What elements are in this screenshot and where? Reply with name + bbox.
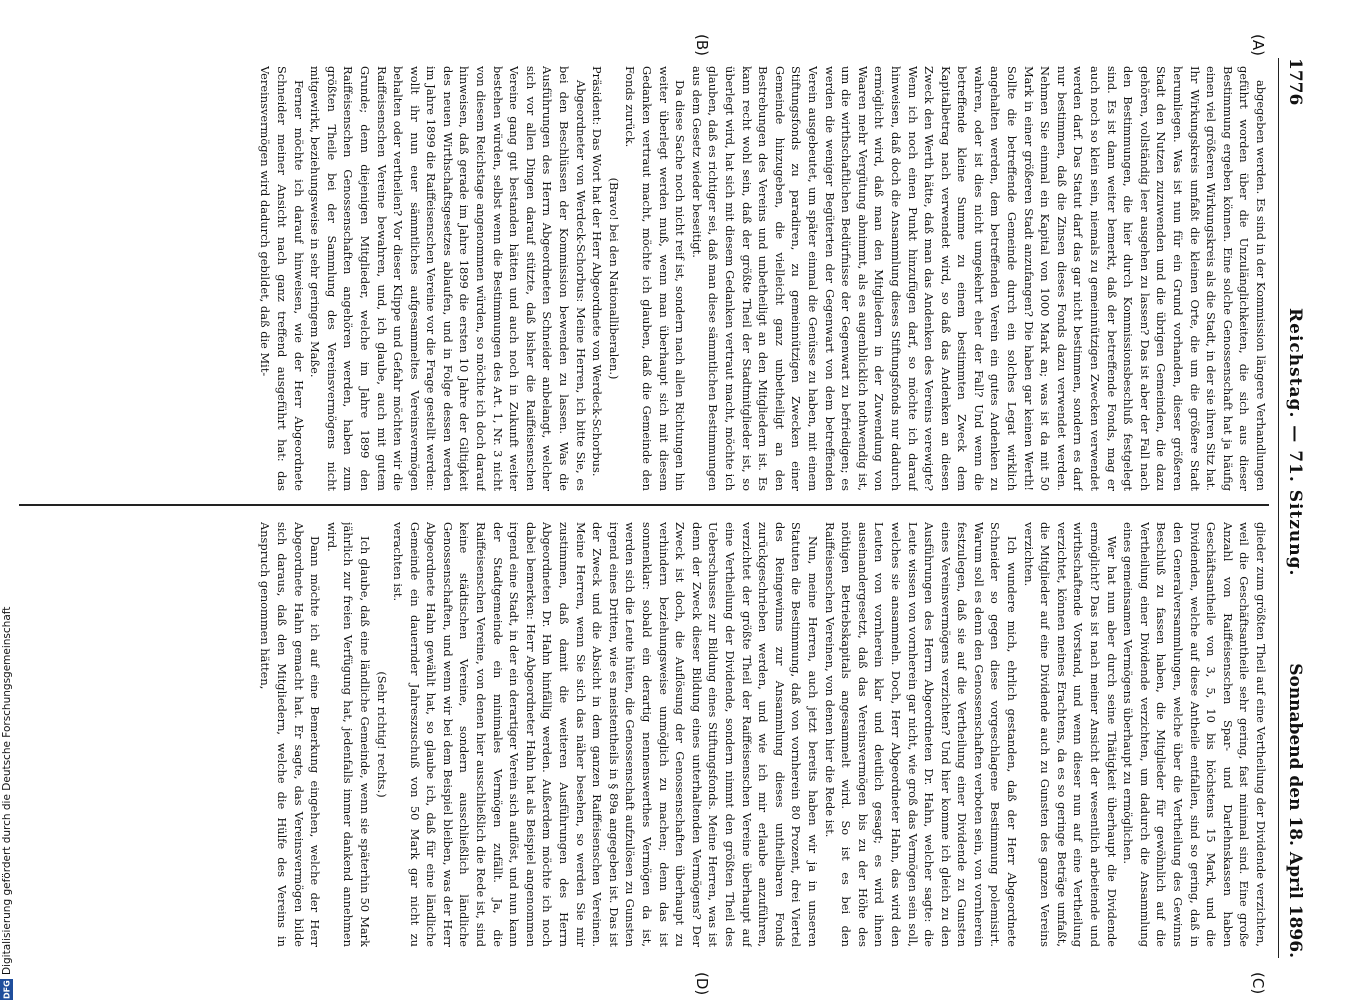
header-rule <box>1278 58 1279 958</box>
column-divider <box>19 504 1269 506</box>
paragraph: (Sehr richtig! rechts.) <box>374 671 389 798</box>
right-text-column <box>29 522 1269 947</box>
paragraph: Nun, meine Herren, auch jetzt bereits haben wir ja in unseren Statuten die Bestimmung, daß von vornherein 80 Prozent, drei Viertel des Reingewinns zur Ansammlung dieses untheilbaren Fonds zurückgeschrieben werden, und wie ich mir erlaube anzuführen, verzichtet der größte Theil der Raiffeisenschen Vereine überhaupt auf eine Vertheilung der Dividende, sondern nimmt den größten Theil des Ueberschusses zur Bildung eines Stiftungsfonds. Meine Herren, was ist denn der Zweck dieser Bildung eines unterhaltenden Vermögens? Der Zweck ist doch, die Auflösung der Genossenschaften überhaupt zu verhindern beziehungsweise unmöglich zu machen; denn das ist sonnenklar: sobald ein derartig nennenswerthes Vermögen da ist, werden sich die Leute hüten, die Genossenschaft aufzulösen zu Gunsten irgend eines Dritten, wie es meistentheils in § 89a angegeben ist. Das ist der Zweck und die Absicht in dem ganzen Raiffeisenschen Vereinen. Meine Herren, wenn Sie sich das näher besehen, so werden Sie mir zustimmen, daß damit die weiteren Ausführungen des Herrn Abgeordneten Dr. Hahn hinfällig werden. Außerdem möchte ich noch dabei bemerken: Herr Abgeordneter Hahn hat als Beispiel angenommen irgend eine Stadt, in der ein derartiger Verein sich auflöst, und nun kann der Stadtgemeinde ein minimales Vermögen zufällt. Ja, die Raiffeisenschen Vereine, von denen hier ausschließlich die Rede ist, sind keine städtischen Vereine, sondern ausschließlich ländliche Genossenschaften, und wenn wir bei dem Beispiel bleiben, was der Herr Abgeordnete Hahn gewählt hat, so glaube ich, daß für eine ländliche Gemeinde ein dauernder Jahreszuschuß von 50 Mark gar nicht zu verachten ist. <box>391 522 820 947</box>
paragraph: Dann möchte ich auf eine Bemerkung eingehen, welche der Herr Abgeordnete Hahn gemacht hat. Er sagte, das Vereinsvermögen bilde sich daraus, daß den Mitgliedern, welche die Hülfe des Vereins in Anspruch genommen hätten, <box>258 522 323 947</box>
session-date: Sonnabend den 18. April 1896. <box>1285 663 1305 958</box>
page-header <box>1279 58 1305 958</box>
paragraph: Wer hat nun aber durch seine Thätigkeit überhaupt die Dividende ermöglicht? Das ist nach meiner Ansicht der wesentlich arbeitende und wirthschaftende Vorstand, und wenn dieser nun auf eine Vertheilung verzichtet, können meines Erachtens, da es so geringe Beträge umfaßt, die Mitglieder auf eine Dividende auch zu Gunsten des ganzen Vereins verzichten. <box>1021 522 1119 947</box>
digitization-credit-text: Digitalisierung gefördert durch die Deutsche Forschungsgemeinschaft <box>1 606 13 976</box>
paragraph: Ich wundere mich, ehrlich gestanden, daß der Herr Abgeordnete Schneider so gegen diese vorgeschlagene Bestimmung polemisirt. Warum soll es denn den Genossenschaften verboten sein, von vornherein festzulegen, daß sie auf die Vertheilung einer Dividende zu Gunsten eines Vereinsvermögens verzichten? Und hier komme ich gleich zu den Ausführungen des Herrn Abgeordneten Dr. Hahn, welcher sagte: die Leute wissen von vornherein gar nicht, wie groß das Vermögen sein soll, welches sie ansammeln. Doch, Herr Abgeordneter Hahn, das wird den Leuten von vornherein klar und deutlich gesagt; es wird ihnen auseinandergesetzt, daß das Vereinsvermögen bis zu der Höhe des nöthigen Betriebskapitals angesammelt wird. So ist es bei den Raiffeisenschen Vereinen, von denen hier die Rede ist. <box>822 522 1020 947</box>
paragraph: glieder zum größten Theil auf eine Vertheilung der Dividende verzichten, weil die Geschäftsantheile sehr gering, fast minimal sind. Eine große Anzahl von Raiffeisenschen Spar- und Darlehnskassen haben Geschäftsantheile von 3, 5, 10 bis höchstens 15 Mark, und die Dividenden, welche auf diese Antheile entfallen, sind so gering, daß in den Generalversammlungen, welche über die Vertheilung des Gewinns Beschluß zu fassen haben, die Mitglieder für gewöhnlich auf die Vertheilung einer Dividende verzichten, um dadurch die Ansammlung eines gemeinsamen Vermögens überhaupt zu ermöglichen. <box>1121 522 1268 947</box>
paragraph: Da diese Sache noch nicht reif ist, sondern nach allen Richtungen hin weiter überlegt werden muß, wenn man überhaupt sich mit diesem Gedanken vertraut macht, möchte ich glauben, daß die Gemeinde den Fonds zurück. <box>623 66 688 491</box>
paragraph: (Bravo! bei den Nationalliberalen.) <box>606 177 621 380</box>
margin-marker-c: (C) <box>1249 972 1267 995</box>
digitization-credit <box>0 0 14 1000</box>
margin-marker-a: (A) <box>1249 34 1267 56</box>
dfg-logo: DFG <box>2 980 12 999</box>
margin-marker-d: (D) <box>693 972 711 996</box>
paragraph: Abgeordneter von Werdeck-Schorbus: Meine Herren, ich bitte Sie, es bei den Beschlüssen der Kommission bewenden zu lassen. Was die Ausführungen des Herrn Abgeordneten Schneider anbelangt, welcher sich vor allen Dingen darauf stützte, daß bisher die Raiffeisenschen Vereine gang gut bestanden hätten und auch noch in Zukunft weiter bestehen würden, selbst wenn die Bestimmungen des Art. 1, Nr. 3 nicht von diesem Reichstage angenommen würden, so möchte ich doch darauf hinweisen, daß gerade im Jahre 1899 die ersten 10 Jahre der Giltigkeit des neuen Wirthschaftsgesetzes ablaufen, und in Folge dessen werden im Jahre 1899 die Raiffeisenschen Vereine vor die Frage gestellt werden: wollt ihr nun euer sämmtliches aufgesammeltes Vereinsvermögen behalten oder vertheilen? Vor dieser Klippe und Gefahr möchten wir die Raiffeisenschen Vereine bewahren, und, ich glaube, auch mit gutem Grunde; denn diejenigen Mitglieder, welche im Jahre 1899 den Raiffeisenschen Genossenschaften angehören werden, haben zum größten Theile bei der Sammlung des Vereinsvermögens nicht mitgewirkt, beziehungsweise in sehr geringem Maße. <box>308 66 588 491</box>
page-number: 1776 <box>1285 58 1305 106</box>
paragraph: abgegeben werden. Es sind in der Kommission längere Verhandlungen geführt worden über die Unzulänglichkeiten, die sich aus dieser Bestimmung ergeben können. Eine solche Genossenschaft hat ja häufig einen viel größeren Wirkungskreis als die Stadt, in der sie ihren Sitz hat. Ihr Wirkungskreis umfaßt die kleinen Orte, die um die größere Stadt herumliegen. Was ist nun für ein Grund vorhanden, dieser größeren Stadt den Nutzen zuzuwenden und die übrigen Gemeinden, die dazu gehören, vollständig leer ausgehen zu lassen? Das ist aber der Fall nach den Bestimmungen, die hier durch Kommissionsbeschluß festgelegt sind. Es ist dann weiter bemerkt, daß der betreffende Fonds, mag er auch noch so klein sein, niemals zu gemeinnützigen Zwecken verwendet werden darf. Das Statut darf das gar nicht bestimmen, sondern es darf nur bestimmen, daß die Zinsen dieses Fonds dazu verwendet werden. Nehmen Sie einmal ein Kapital von 1000 Mark an; was ist da mit 50 Mark in einer größeren Stadt anzufangen? Die haben gar keinen Werth! Sollte die betreffende Gemeinde durch ein solches Legat wirklich angehalten werden, dem betreffenden Verein ein gutes Andenken zu wahren, oder ist dies nicht umgekehrt eher der Fall? Und wenn die betreffende kleine Summe zu einem bestimmten Zweck dem Kapitalbetrag nach verwendet wird, so daß das Andenken an diesen Zweck den Werth hätte, daß man das Andenken des Vereins verewigte? Wenn ich noch einen Punkt hinzufügen darf, so möchte ich darauf hinweisen, daß doch die Ansammlung dieses Stiftungsfonds nur dadurch ermöglicht wird, daß man den Mitgliedern in der Zuwendung von Waaren mehr Vergütung abnimmt, als es augenblicklich nothwendig ist, um die wirthschaftlichen Bedürfnisse der Gegenwart zu befriedigen; es werden die weniger Begüterten der Gegenwart von dem betreffenden Verein ausgebeutet, um später einmal die Genüsse zu haben, mit einem Stiftungsfonds zu paradiren, zu gemeinnützigen Zwecken einer Gemeinde hinzugeben, die vielleicht ganz unbetheiligt an den Bestrebungen des Vereins und unbetheiligt an den Mitgliedern ist. Es kann recht wohl sein, daß der größte Theil der Stadtmitglieder ist, so überlegt wird, hat sich mit diesem Gedanken vertraut macht, möchte ich glauben, daß es richtiger sei, daß man diese sämmtlichen Bestimmungen aus dem Gesetz wieder beseitigt. <box>689 66 1268 491</box>
running-title: Reichstag. — 71. Sitzung. <box>1285 308 1305 577</box>
left-text-column <box>29 66 1269 491</box>
margin-marker-b: (B) <box>693 34 711 56</box>
paragraph: Präsident: Das Wort hat der Herr Abgeordnete von Werdeck-Schorbus. <box>590 66 605 477</box>
paragraph: Ferner möchte ich darauf hinweisen, wie der Herr Abgeordnete Schneider meiner Ansicht nach ganz treffend ausgeführt hat: das Vereinsvermögen wird dadurch gebildet, daß die Mit- <box>258 66 306 491</box>
paragraph: Ich glaube, daß eine ländliche Gemeinde, wenn sie späterhin 50 Mark jährlich zur freien Verfügung hat, jedenfalls immer dankend annehmen wird. <box>324 522 372 947</box>
